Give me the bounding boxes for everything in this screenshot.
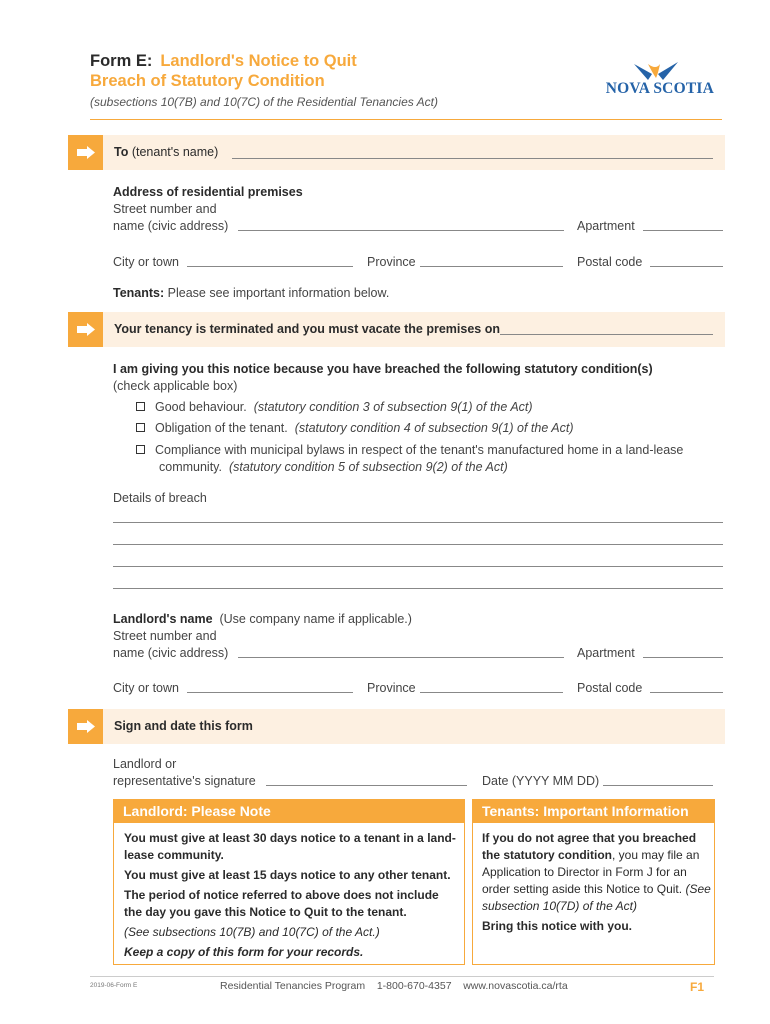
- landlord-street-label-1: Street number and: [113, 629, 217, 643]
- to-band: [68, 135, 725, 170]
- form-label: Form E:: [90, 52, 153, 70]
- tenant-note-p1-rest: , you may file an Application to Director in Form J for an order setting aside this Notice to Quit.: [482, 848, 700, 896]
- details-line-1[interactable]: [113, 522, 723, 523]
- tenant-note-title: Tenants: Important Information: [472, 799, 715, 823]
- checkbox-icon[interactable]: [136, 445, 145, 454]
- signature-label-2: representative's signature: [113, 774, 256, 788]
- landlord-street-label-2: name (civic address): [113, 646, 229, 660]
- tenant-postal-field[interactable]: [650, 266, 723, 267]
- landlord-postal-label: Postal code: [577, 681, 643, 695]
- tenant-note-p1-bold: If you do not agree that you breached the statutory condition: [482, 831, 697, 862]
- saltire-flag-icon: [630, 60, 682, 84]
- termination-label: Your tenancy is terminated and you must vacate the premises on: [114, 322, 500, 336]
- footer-form-code: 2019-06-Form E: [90, 982, 138, 989]
- checkbox-icon[interactable]: [136, 402, 145, 411]
- arrow-tab: [68, 709, 103, 744]
- tenants-info-line: [113, 286, 389, 300]
- province-label: Province: [367, 255, 416, 269]
- sign-band-label: Sign and date this form: [114, 719, 253, 733]
- footer-rule: [90, 976, 714, 977]
- breach-instruction: (check applicable box): [113, 379, 238, 393]
- to-label-rest: (tenant's name): [131, 145, 219, 159]
- to-label-bold: To: [114, 145, 129, 159]
- tenant-city-field[interactable]: [187, 266, 353, 267]
- footer-phone: 1-800-670-4357: [376, 980, 452, 992]
- checkbox-good-behaviour[interactable]: [136, 400, 533, 414]
- checkbox-obligation[interactable]: [136, 421, 574, 435]
- landlord-note-title: Landlord: Please Note: [113, 799, 465, 823]
- landlord-province-label: Province: [367, 681, 416, 695]
- tenant-note-p1-ref: (See subsection 10(7D) of the Act): [482, 882, 711, 913]
- option-text: Obligation of the tenant.: [155, 421, 288, 435]
- form-title-text: Landlord's Notice to Quit: [160, 52, 357, 70]
- city-label: City or town: [113, 255, 179, 269]
- arrow-right-icon: [77, 146, 95, 159]
- landlord-name-rest: (Use company name if applicable.): [219, 612, 412, 626]
- option-ref: (statutory condition 5 of subsection 9(2) of the Act): [228, 460, 508, 474]
- tenants-rest: Please see important information below.: [167, 286, 390, 300]
- arrow-tab: [68, 135, 103, 170]
- arrow-right-icon: [77, 720, 95, 733]
- landlord-note-p1: You must give at least 30 days notice to a tenant in a land-lease community.: [124, 831, 456, 862]
- option-ref: (statutory condition 4 of subsection 9(1) of the Act): [294, 421, 574, 435]
- option-text: Compliance with municipal bylaws in respect of the tenant's manufactured home in a land-lease: [155, 443, 684, 457]
- to-label: [114, 145, 218, 159]
- footer-contact: [220, 980, 568, 992]
- details-label: Details of breach: [113, 491, 207, 505]
- tenant-province-field[interactable]: [420, 266, 563, 267]
- vacate-date-field[interactable]: [500, 334, 713, 335]
- tenant-name-field[interactable]: [232, 158, 713, 159]
- details-line-4[interactable]: [113, 588, 723, 589]
- landlord-name-bold: Landlord's name: [113, 612, 213, 626]
- sign-band: [68, 709, 725, 744]
- breach-heading: I am giving you this notice because you have breached the following statutory condition(s): [113, 362, 653, 376]
- landlord-note-p2: You must give at least 15 days notice to any other tenant.: [124, 868, 451, 882]
- landlord-apartment-label: Apartment: [577, 646, 635, 660]
- option-3-continuation: [159, 460, 508, 474]
- tenants-bold: Tenants:: [113, 286, 165, 300]
- landlord-postal-field[interactable]: [650, 692, 723, 693]
- landlord-province-field[interactable]: [420, 692, 563, 693]
- logo-text: NOVA SCOTIA: [605, 80, 714, 97]
- landlord-apartment-field[interactable]: [643, 657, 723, 658]
- footer-web-link[interactable]: www.novascotia.ca/rta: [463, 980, 568, 992]
- date-field[interactable]: [603, 785, 713, 786]
- landlord-street-field[interactable]: [238, 657, 564, 658]
- checkbox-icon[interactable]: [136, 423, 145, 432]
- landlord-city-field[interactable]: [187, 692, 353, 693]
- form-title: [90, 52, 722, 71]
- act-reference: (subsections 10(7B) and 10(7C) of the Residential Tenancies Act): [90, 95, 438, 109]
- footer-program: Residential Tenancies Program: [220, 980, 366, 992]
- termination-band: [68, 312, 725, 347]
- landlord-city-label: City or town: [113, 681, 179, 695]
- form-subtitle: Breach of Statutory Condition: [90, 72, 325, 90]
- landlord-note-body: [124, 830, 460, 964]
- tenant-note-p2: Bring this notice with you.: [482, 919, 632, 933]
- nova-scotia-logo: [606, 80, 714, 98]
- details-line-3[interactable]: [113, 566, 723, 567]
- form-header: [90, 52, 722, 120]
- landlord-note-p5: Keep a copy of this form for your records.: [124, 945, 364, 959]
- signature-field[interactable]: [266, 785, 467, 786]
- option-ref: (statutory condition 3 of subsection 9(1) of the Act): [253, 400, 533, 414]
- tenant-apartment-field[interactable]: [643, 230, 723, 231]
- landlord-name-line: [113, 612, 412, 626]
- address-heading: Address of residential premises: [113, 185, 303, 199]
- street-label-2: name (civic address): [113, 219, 229, 233]
- landlord-note-p4: (See subsections 10(7B) and 10(7C) of the Act.): [124, 925, 380, 939]
- tenant-street-field[interactable]: [238, 230, 564, 231]
- page-number: F1: [690, 980, 705, 994]
- apartment-label: Apartment: [577, 219, 635, 233]
- arrow-right-icon: [77, 323, 95, 336]
- landlord-note-p3: The period of notice referred to above does not include the day you gave this Notice to Quit to the tenant.: [124, 888, 439, 919]
- signature-label-1: Landlord or: [113, 757, 177, 771]
- checkbox-municipal-bylaws[interactable]: [136, 443, 683, 457]
- postal-label: Postal code: [577, 255, 643, 269]
- tenant-note-body: [482, 830, 712, 938]
- date-label: Date (YYYY MM DD): [482, 774, 600, 788]
- street-label-1: Street number and: [113, 202, 217, 216]
- option-text-2: community.: [159, 460, 222, 474]
- details-line-2[interactable]: [113, 544, 723, 545]
- option-text: Good behaviour.: [155, 400, 247, 414]
- arrow-tab: [68, 312, 103, 347]
